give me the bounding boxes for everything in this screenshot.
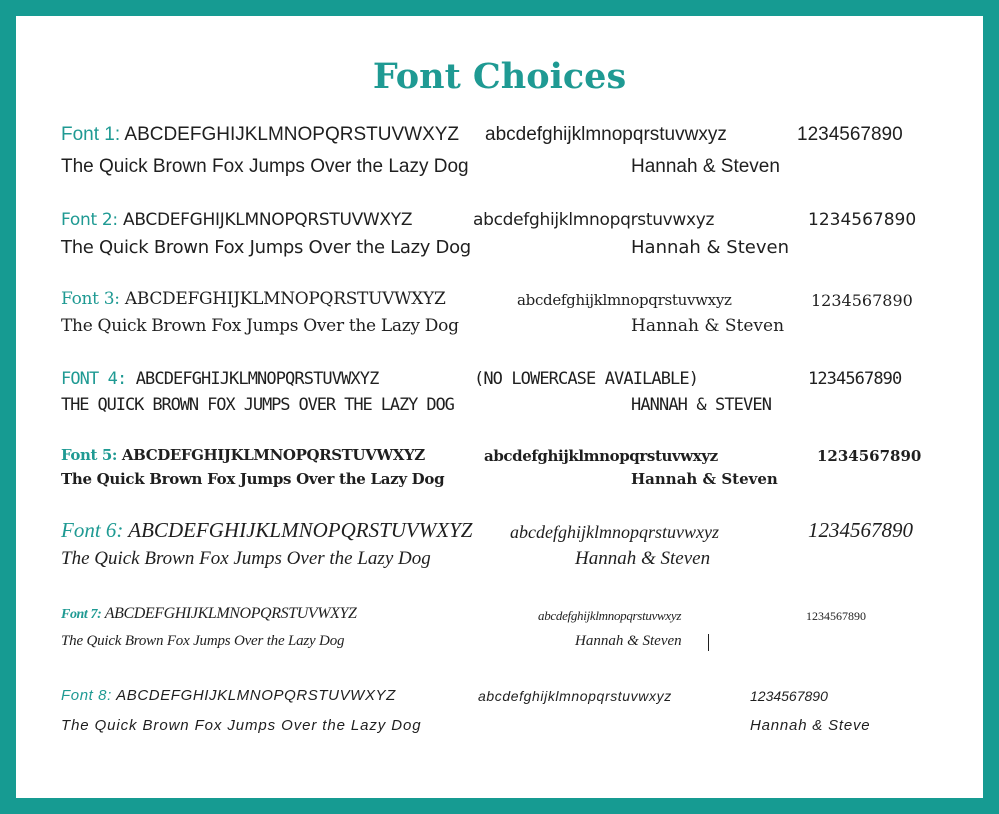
font-8-alphabet-row xyxy=(61,687,396,704)
font-1-label: Font 1: xyxy=(61,124,121,145)
font-1-sample: The Quick Brown Fox Jumps Over the Lazy Dog xyxy=(61,156,469,177)
font-3-digits: 1234567890 xyxy=(811,291,913,310)
font-4-label: FONT 4: xyxy=(61,369,127,389)
font-8-lowercase: abcdefghijklmnopqrstuvwxyz xyxy=(478,688,672,704)
page-title: Font Choices xyxy=(372,56,627,97)
font-5-alphabet-row xyxy=(61,446,425,464)
font-7-digits: 1234567890 xyxy=(806,609,866,623)
font-6-alphabet-row xyxy=(61,518,472,543)
font-1-uppercase: ABCDEFGHIJKLMNOPQRSTUVWXYZ xyxy=(124,124,460,145)
font-2-sample: The Quick Brown Fox Jumps Over the Lazy Dog xyxy=(61,237,471,258)
font-7-uppercase: ABCDEFGHIJKLMNOPQRSTUVWXYZ xyxy=(104,605,357,622)
font-2-digits: 1234567890 xyxy=(808,210,917,230)
font-2-label: Font 2: xyxy=(61,210,118,230)
font-4-digits: 1234567890 xyxy=(808,369,902,389)
font-1-names: Hannah & Steven xyxy=(631,156,780,177)
font-5-label: Font 5: xyxy=(61,446,118,464)
font-8-sample: The Quick Brown Fox Jumps Over the Lazy Dog xyxy=(61,717,422,734)
font-6-digits: 1234567890 xyxy=(808,518,913,542)
font-1-alphabet-row xyxy=(61,124,459,146)
font-8-names: Hannah & Steve xyxy=(750,717,871,734)
font-5-sample: The Quick Brown Fox Jumps Over the Lazy Dog xyxy=(61,470,445,488)
font-7-lowercase: abcdefghijklmnopqrstuvwxyz xyxy=(538,608,682,623)
font-4-sample: THE QUICK BROWN FOX JUMPS OVER THE LAZY DOG xyxy=(61,395,454,415)
font-6-label: Font 6: xyxy=(61,518,124,542)
font-8-uppercase: ABCDEFGHIJKLMNOPQRSTUVWXYZ xyxy=(116,687,396,704)
font-4-lowercase-note: (NO LOWERCASE AVAILABLE) xyxy=(474,369,699,389)
font-3-alphabet-row xyxy=(61,289,446,309)
font-2-uppercase: ABCDEFGHIJKLMNOPQRSTUVWXYZ xyxy=(122,210,413,230)
font-8-digits: 1234567890 xyxy=(750,688,828,704)
font-3-label: Font 3: xyxy=(61,289,120,309)
font-5-uppercase: ABCDEFGHIJKLMNOPQRSTUVWXYZ xyxy=(121,446,425,464)
font-4-names: HANNAH & STEVEN xyxy=(631,395,772,415)
font-3-uppercase: ABCDEFGHIJKLMNOPQRSTUVWXYZ xyxy=(124,289,446,309)
font-5-lowercase: abcdefghijklmnopqrstuvwxyz xyxy=(484,447,718,465)
font-6-sample: The Quick Brown Fox Jumps Over the Lazy Dog xyxy=(61,548,431,569)
font-6-uppercase: ABCDEFGHIJKLMNOPQRSTUVWXYZ xyxy=(128,518,473,542)
font-3-lowercase: abcdefghijklmnopqrstuvwxyz xyxy=(517,291,732,309)
font-7-names: Hannah & Steven xyxy=(575,633,682,649)
font-6-lowercase: abcdefghijklmnopqrstuvwxyz xyxy=(510,522,719,542)
font-6-names: Hannah & Steven xyxy=(575,548,711,569)
font-4-uppercase: ABCDEFGHIJKLMNOPQRSTUVWXYZ xyxy=(135,369,379,389)
font-3-names: Hannah & Steven xyxy=(631,316,785,336)
font-3-sample: The Quick Brown Fox Jumps Over the Lazy Dog xyxy=(61,316,459,336)
font-7-label: Font 7: xyxy=(61,607,102,622)
font-2-names: Hannah & Steven xyxy=(631,237,789,258)
font-2-lowercase: abcdefghijklmnopqrstuvwxyz xyxy=(473,210,715,230)
font-4-alphabet-row xyxy=(61,369,378,389)
font-5-digits: 1234567890 xyxy=(817,447,922,465)
font-8-label: Font 8: xyxy=(61,687,112,704)
font-7-sample: The Quick Brown Fox Jumps Over the Lazy Dog xyxy=(61,633,345,649)
font-2-alphabet-row xyxy=(61,210,412,230)
font-7-alphabet-row xyxy=(61,605,357,623)
font-1-digits: 1234567890 xyxy=(797,124,903,145)
text-cursor xyxy=(708,634,709,651)
font-1-lowercase: abcdefghijklmnopqrstuvwxyz xyxy=(485,124,727,145)
font-5-names: Hannah & Steven xyxy=(631,470,778,488)
